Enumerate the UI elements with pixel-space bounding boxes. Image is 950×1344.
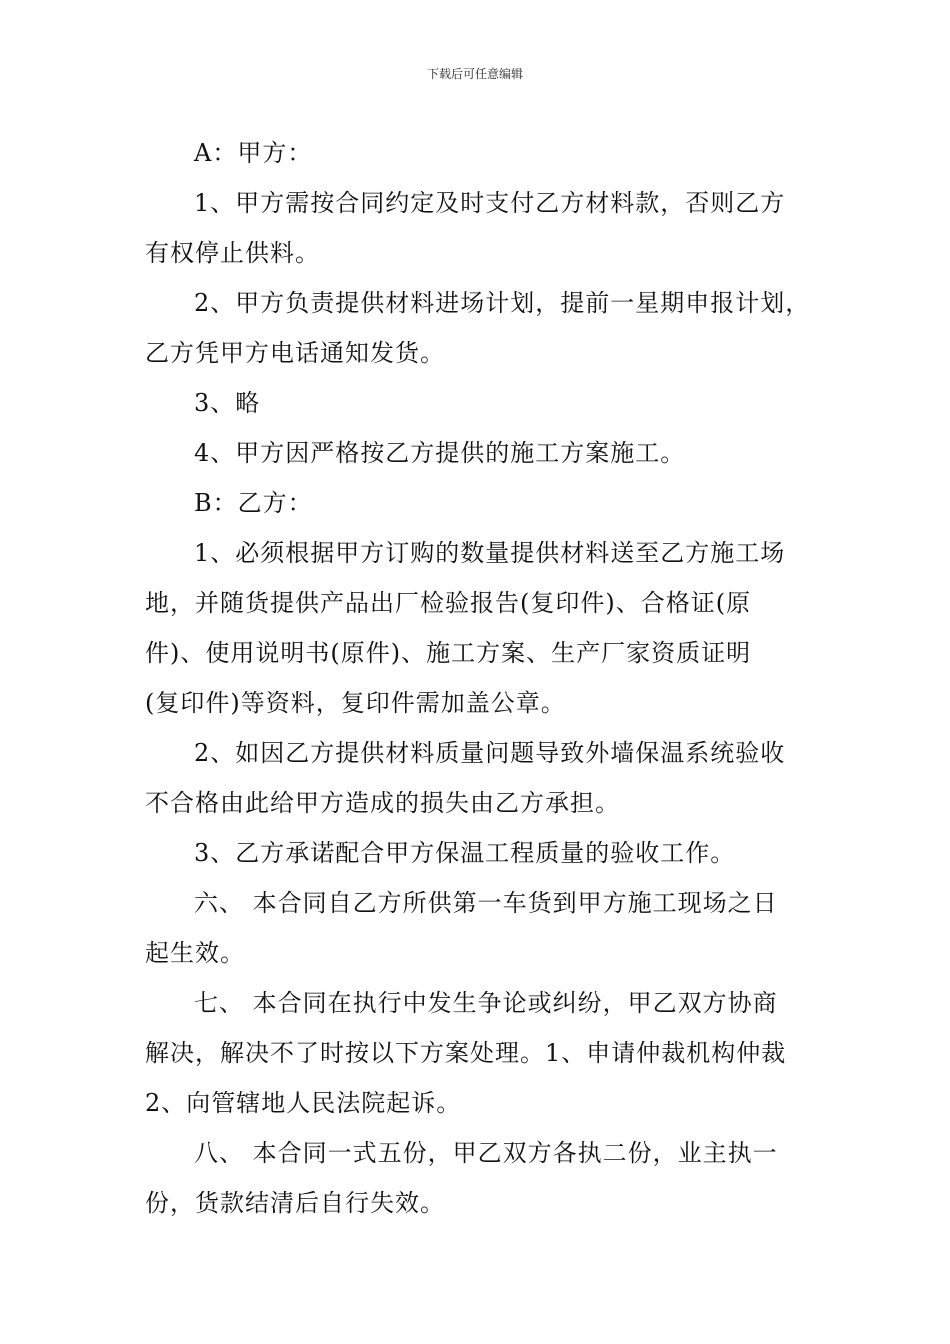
text-line: 2、向管辖地人民法院起诉。	[145, 1089, 462, 1117]
text-line: 份，货款结清后自行失效。	[145, 1189, 445, 1217]
clause-a-3	[145, 378, 825, 428]
clause-8	[145, 1128, 825, 1228]
clause-a-4	[145, 428, 825, 478]
document-body	[145, 128, 825, 1228]
text-line: 1、必须根据甲方订购的数量提供材料送至乙方施工场	[194, 539, 786, 567]
text-line: 有权停止供料。	[145, 239, 320, 267]
text-line: 1、甲方需按合同约定及时支付乙方材料款，否则乙方	[194, 189, 786, 217]
clause-b-2	[145, 728, 825, 828]
text-line: A：甲方：	[194, 139, 313, 167]
text-line: 不合格由此给甲方造成的损失由乙方承担。	[145, 789, 620, 817]
text-line: 起生效。	[145, 939, 245, 967]
clause-a-2	[145, 278, 825, 378]
text-line: B：乙方：	[194, 489, 313, 517]
text-line: 地，并随货提供产品出厂检验报告(复印件)、合格证(原	[145, 589, 752, 617]
clause-6	[145, 878, 825, 978]
text-line: (复印件)等资料，复印件需加盖公章。	[145, 689, 566, 717]
text-line: 2、如因乙方提供材料质量问题导致外墙保温系统验收	[194, 739, 786, 767]
text-line: 七、 本合同在执行中发生争论或纠纷，甲乙双方协商	[194, 989, 778, 1017]
clause-party-b-heading	[145, 478, 825, 528]
page-header: 下载后可任意编辑	[426, 67, 523, 81]
text-line: 六、 本合同自乙方所供第一车货到甲方施工现场之日	[194, 889, 778, 917]
clause-b-1	[145, 528, 825, 728]
clause-a-1	[145, 178, 825, 278]
text-line: 3、略	[194, 389, 261, 417]
text-line: 2、甲方负责提供材料进场计划，提前一星期申报计划，	[194, 289, 811, 317]
text-line: 4、甲方因严格按乙方提供的施工方案施工。	[194, 439, 686, 467]
text-line: 乙方凭甲方电话通知发货。	[145, 339, 445, 367]
clause-party-a-heading	[145, 128, 825, 178]
text-line: 3、乙方承诺配合甲方保温工程质量的验收工作。	[194, 839, 736, 867]
text-line: 解决，解决不了时按以下方案处理。1、申请仲裁机构仲裁	[145, 1039, 787, 1067]
clause-b-3	[145, 828, 825, 878]
text-line: 件)、使用说明书(原件)、施工方案、生产厂家资质证明	[145, 639, 752, 667]
clause-7	[145, 978, 825, 1128]
text-line: 八、 本合同一式五份，甲乙双方各执二份，业主执一	[194, 1139, 778, 1167]
